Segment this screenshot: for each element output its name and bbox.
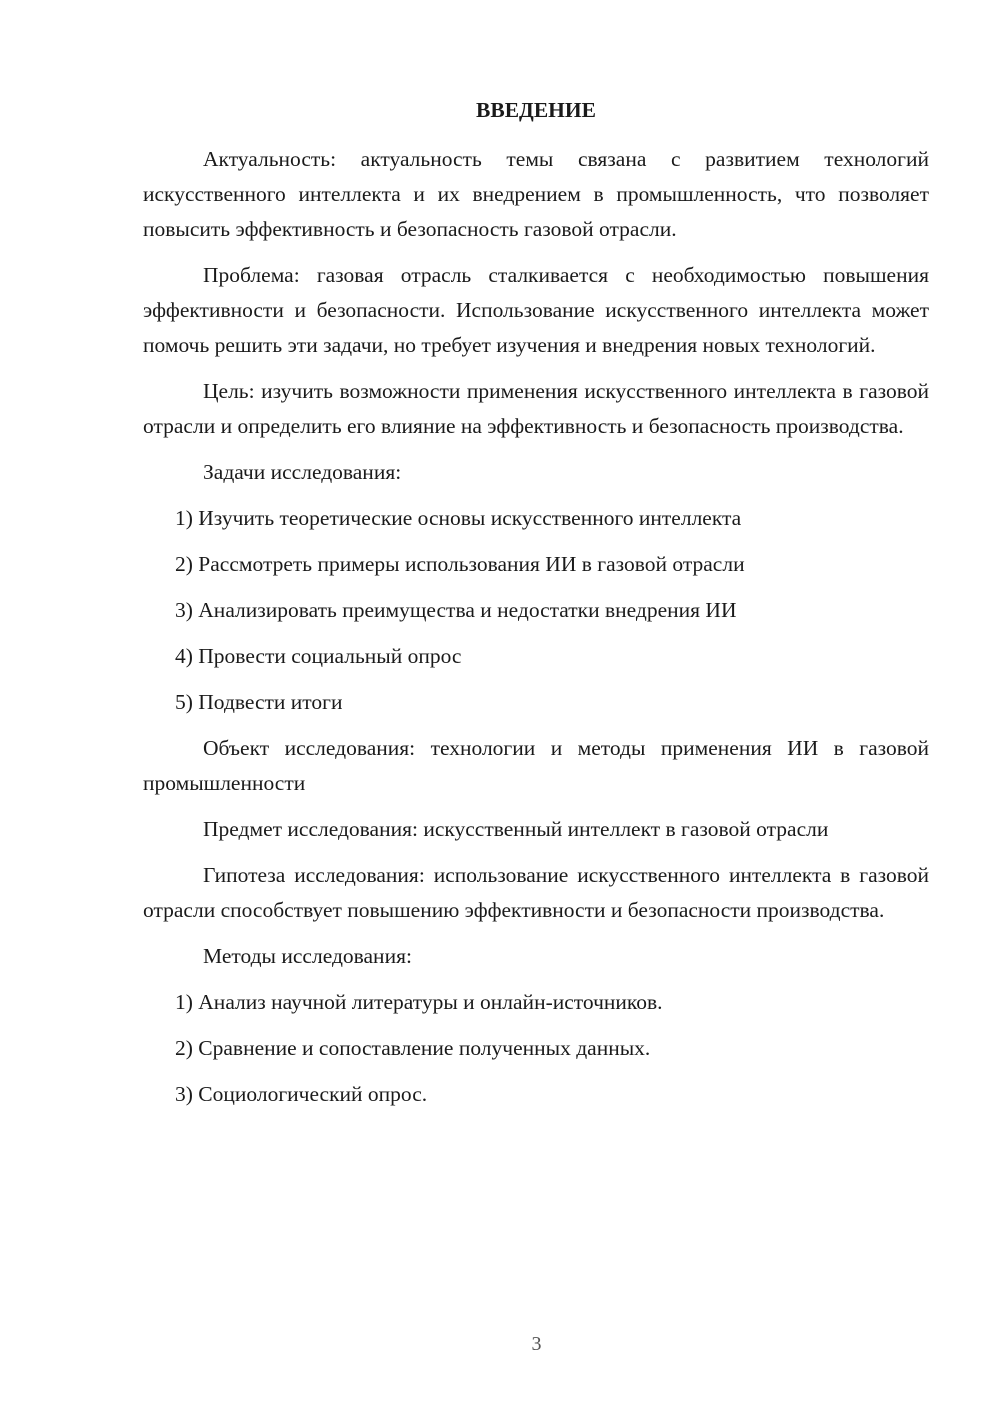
method-item: 3) Социологический опрос. (175, 1082, 428, 1106)
page-number: 3 (531, 1333, 542, 1355)
task-item: 4) Провести социальный опрос (175, 644, 462, 668)
tasks-list (143, 501, 929, 720)
hypothesis-paragraph: Гипотеза исследования: использование искусственного интеллекта в газовой отрасли способствует повышению эффективности и безопасности производства. (143, 863, 929, 922)
task-item: 3) Анализировать преимущества и недостатки внедрения ИИ (175, 598, 737, 622)
section-heading: ВВЕДЕНИЕ (476, 98, 596, 122)
method-item: 1) Анализ научной литературы и онлайн-источников. (175, 990, 663, 1014)
document-page (143, 95, 929, 1123)
task-item: 1) Изучить теоретические основы искусственного интеллекта (175, 506, 742, 530)
task-item: 2) Рассмотреть примеры использования ИИ в газовой отрасли (175, 552, 745, 576)
task-item: 5) Подвести итоги (175, 690, 343, 714)
relevance-paragraph: Актуальность: актуальность темы связана с развитием технологий искусственного интеллекта и их внедрением в промышленность, что позволяет повысить эффективность и безопасность газовой отрасли. (143, 147, 929, 241)
method-item: 2) Сравнение и сопоставление полученных данных. (175, 1036, 651, 1060)
tasks-label: Задачи исследования: (203, 460, 402, 484)
methods-label: Методы исследования: (203, 944, 412, 968)
subject-paragraph: Предмет исследования: искусственный интеллект в газовой отрасли (203, 817, 829, 841)
goal-paragraph: Цель: изучить возможности применения искусственного интеллекта в газовой отрасли и определить его влияние на эффективность и безопасность производства. (143, 379, 929, 438)
object-paragraph: Объект исследования: технологии и методы применения ИИ в газовой промышленности (143, 736, 929, 795)
problem-paragraph: Проблема: газовая отрасль сталкивается с необходимостью повышения эффективности и безопасности. Использование искусственного интеллекта может помочь решить эти задачи, но требует изучения и внедрения новых технологий. (143, 263, 929, 357)
methods-list (143, 985, 929, 1112)
